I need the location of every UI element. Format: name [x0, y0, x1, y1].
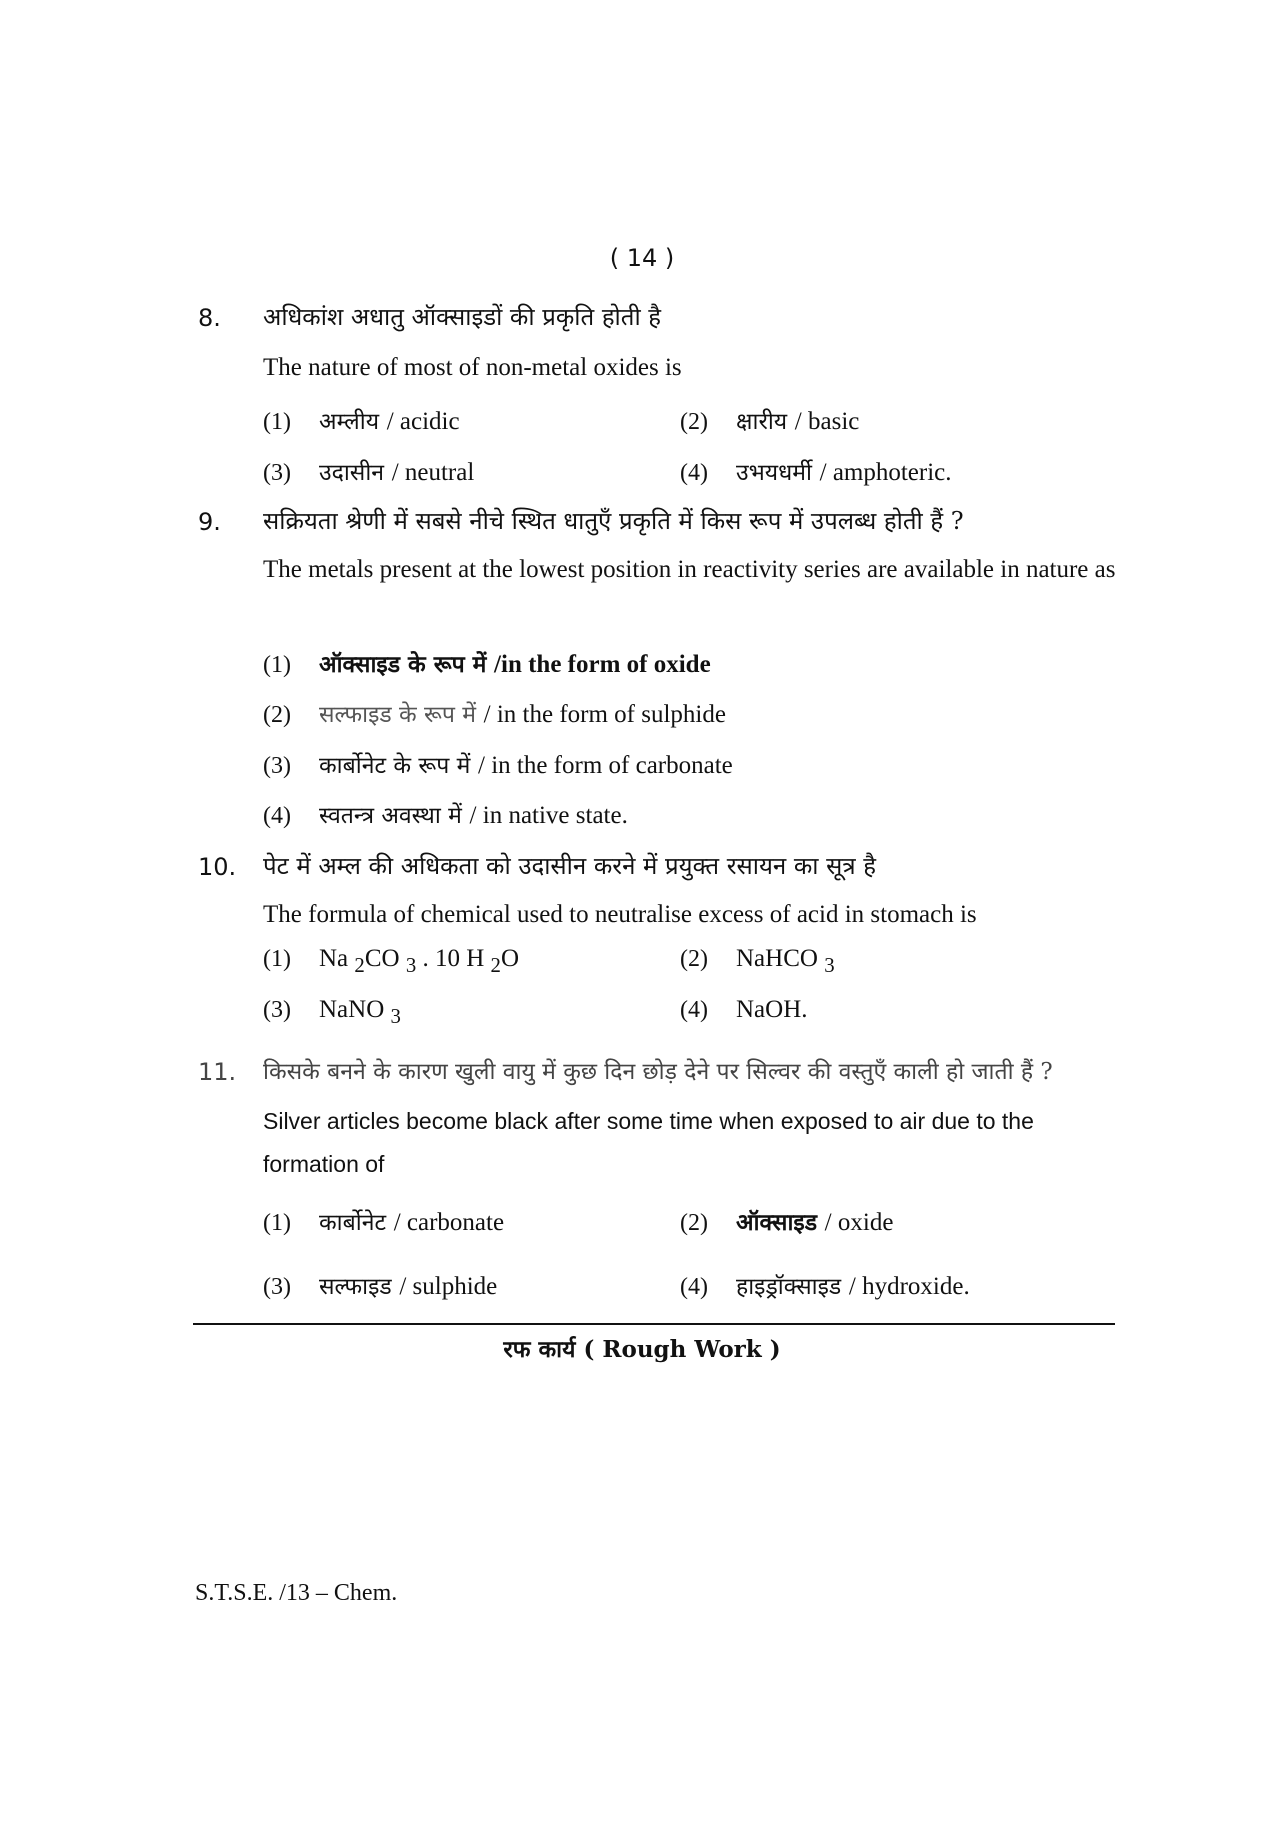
option-number: (2)	[680, 1210, 708, 1236]
question-number: 9.	[198, 508, 221, 536]
option-number: (3)	[263, 1274, 291, 1300]
question-english: The metals present at the lowest position in reactivity series are available in nature as	[263, 556, 1116, 583]
option-3	[263, 1269, 497, 1301]
option-hindi: कार्बोनेट	[319, 1210, 387, 1236]
option-number: (1)	[263, 409, 291, 435]
option-hindi: स्वतन्त्र अवस्था में	[319, 803, 462, 829]
option-2	[263, 697, 726, 729]
option-number: (2)	[263, 702, 291, 728]
option-number: (3)	[263, 753, 291, 779]
option-2	[680, 944, 835, 978]
option-4	[680, 1269, 970, 1301]
option-formula: NaHCO $_3$	[736, 945, 835, 977]
option-english: / neutral	[391, 459, 475, 486]
option-formula: NaNO $_3$	[319, 996, 401, 1028]
page-number: ( 14 )	[609, 244, 675, 272]
option-number: (1)	[263, 946, 291, 972]
question-english: The nature of most of non-metal oxides is	[263, 354, 682, 381]
question-hindi: सक्रियता श्रेणी में सबसे नीचे स्थित धातुएँ प्रकृति में किस रूप में उपलब्ध होती हैं ?	[263, 507, 964, 535]
option-hindi: कार्बोनेट के रूप में	[319, 753, 471, 779]
option-hindi: उभयधर्मी	[736, 460, 812, 486]
question-number: 8.	[198, 304, 221, 332]
option-formula: Na $_2$CO $_3$ . 10 H $_2$O	[319, 945, 520, 977]
option-1	[263, 404, 460, 436]
option-number: (4)	[680, 1274, 708, 1300]
option-english: / in the form of sulphide	[483, 701, 726, 728]
option-2	[680, 404, 859, 436]
option-hindi: अम्लीय	[319, 409, 380, 435]
footer-code: S.T.S.E. /13 – Chem.	[195, 1580, 398, 1606]
option-hindi: सल्फाइड	[319, 1274, 392, 1300]
option-1	[263, 944, 519, 978]
option-english: / in the form of carbonate	[478, 752, 733, 779]
option-1	[263, 647, 711, 679]
option-3	[263, 455, 474, 487]
option-number: (4)	[680, 997, 708, 1023]
question-english: The formula of chemical used to neutralise excess of acid in stomach is	[263, 901, 977, 928]
option-number: (3)	[263, 997, 291, 1023]
option-english: / hydroxide.	[848, 1273, 970, 1300]
option-3	[263, 748, 733, 780]
option-hindi: सल्फाइड के रूप में	[319, 702, 476, 728]
option-4	[680, 995, 808, 1024]
option-number: (2)	[680, 946, 708, 972]
option-hindi: ऑक्साइड के रूप में	[319, 651, 487, 678]
option-english: / in native state.	[469, 802, 628, 829]
option-number: (1)	[263, 652, 291, 678]
option-english: / basic	[794, 408, 860, 435]
question-hindi: किसके बनने के कारण खुली वायु में कुछ दिन छोड़ देने पर सिल्वर की वस्तुएँ काली हो जाती हैं ?	[263, 1059, 1053, 1085]
option-english: / carbonate	[393, 1209, 505, 1236]
option-3	[263, 995, 401, 1029]
rough-work-heading: रफ कार्य ( Rough Work )	[503, 1336, 781, 1363]
question-number: 11.	[198, 1058, 237, 1086]
option-number: (3)	[263, 460, 291, 486]
option-hindi: ऑक्साइड	[736, 1209, 818, 1236]
option-hindi: क्षारीय	[736, 409, 788, 435]
option-hindi: हाइड्रॉक्साइड	[736, 1274, 842, 1300]
question-hindi: पेट में अम्ल की अधिकता को उदासीन करने में प्रयुक्त रसायन का सूत्र है	[263, 852, 876, 880]
option-number: (4)	[680, 460, 708, 486]
option-english: / sulphide	[399, 1273, 498, 1300]
option-4	[263, 798, 628, 830]
option-number: (2)	[680, 409, 708, 435]
option-english: /in the form of oxide	[494, 651, 711, 678]
option-formula: NaOH.	[736, 996, 808, 1023]
option-number: (4)	[263, 803, 291, 829]
option-2	[680, 1205, 893, 1237]
option-english: / amphoteric.	[819, 459, 952, 486]
question-number: 10.	[198, 853, 237, 881]
divider	[193, 1323, 1115, 1325]
option-hindi: उदासीन	[319, 460, 385, 486]
option-4	[680, 455, 952, 487]
question-hindi: अधिकांश अधातु ऑक्साइडों की प्रकृति होती है	[263, 303, 662, 331]
option-1	[263, 1205, 504, 1237]
question-english: Silver articles become black after some time when exposed to air due to the formation of	[263, 1108, 1034, 1177]
option-number: (1)	[263, 1210, 291, 1236]
option-english: / oxide	[824, 1209, 894, 1236]
option-english: / acidic	[386, 408, 460, 435]
